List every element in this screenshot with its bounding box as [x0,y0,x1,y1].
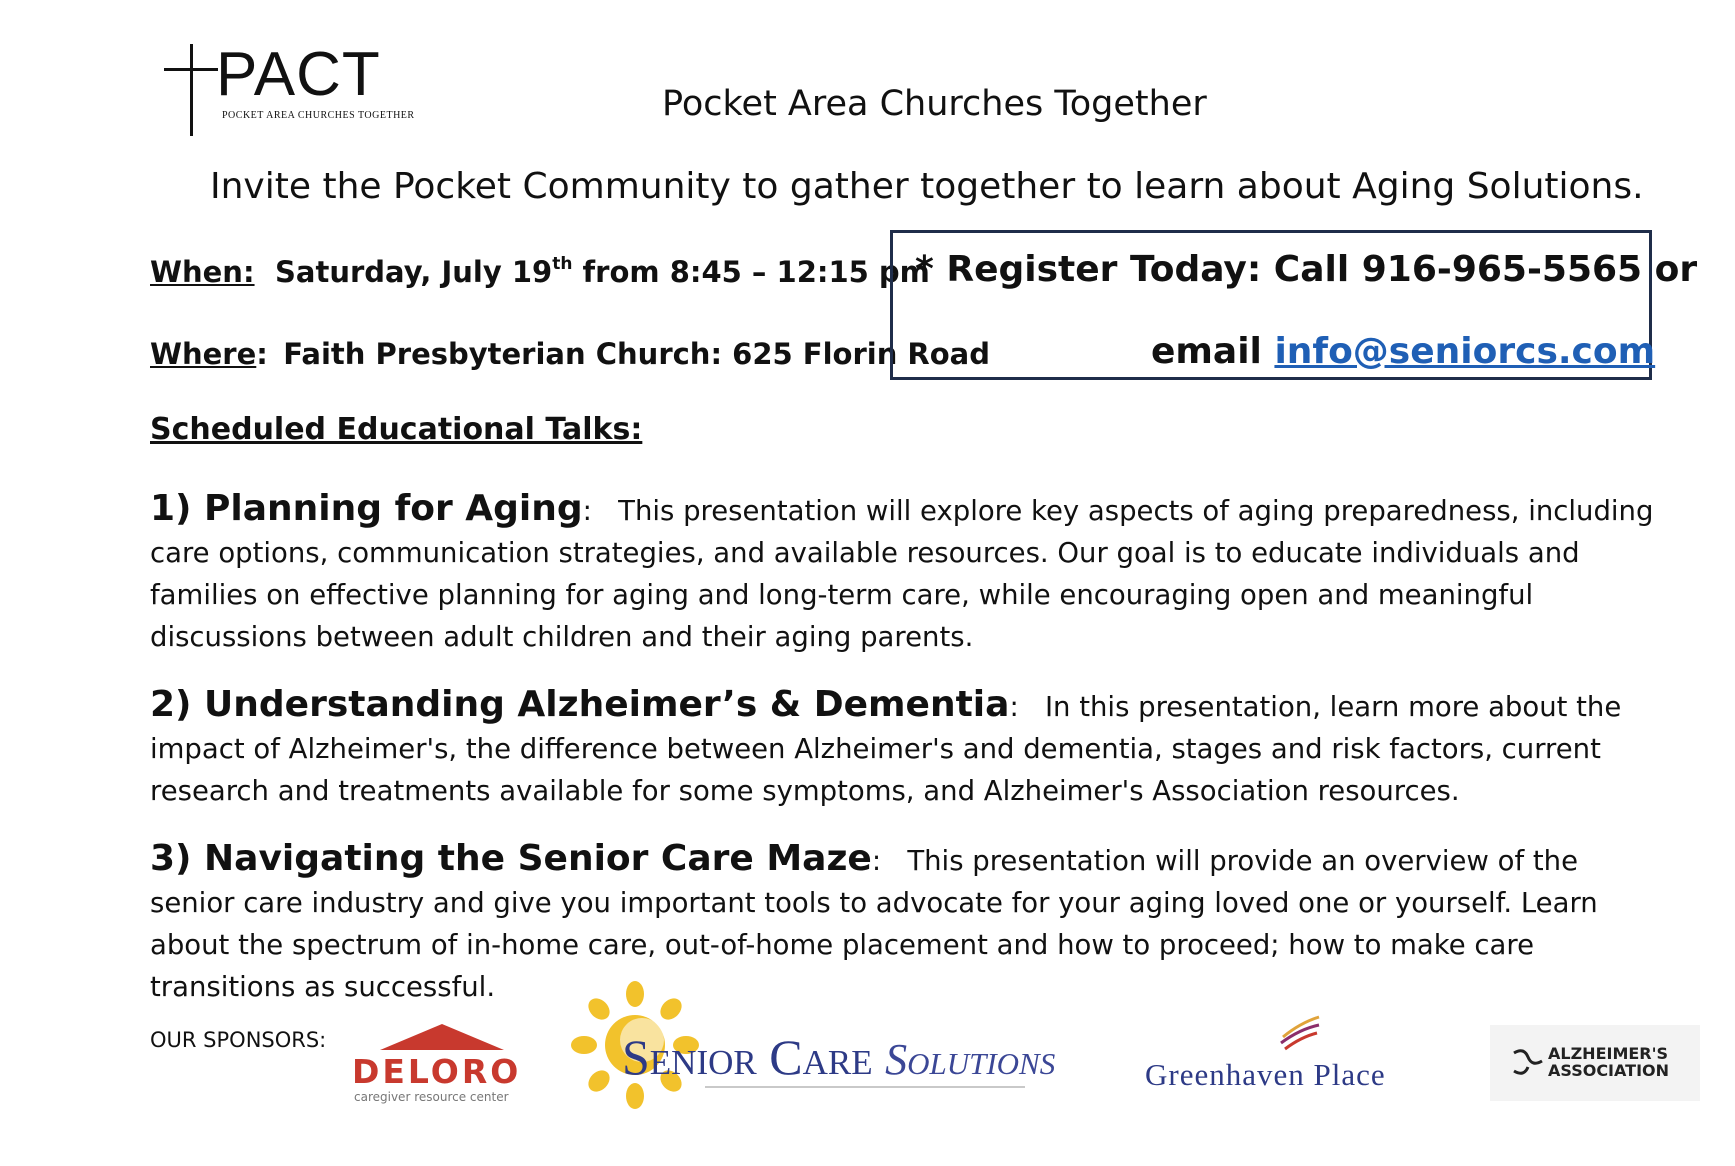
logo-subtitle: POCKET AREA CHURCHES TOGETHER [222,110,415,121]
talk-body: This presentation will explore key aspects of aging preparedness, including care options, communication strategies, and available resources. Our goal is to educate individuals and families on effective planning for aging and long-term care, while encouraging open and meaningful discussions between adult children and their aging parents. [150,495,1654,653]
talk-body: In this presentation, learn more about the impact of Alzheimer's, the difference between Alzheimer's and dementia, stages and risk factors, current research and treatments available for some symptoms, and Alzheimer's Association resources. [150,691,1622,807]
sponsors-label: OUR SPONSORS: [150,1028,327,1052]
email-link[interactable]: info@seniorcs.com [1274,331,1656,372]
invite-line: Invite the Pocket Community to gather together to learn about Aging Solutions. [210,166,1644,207]
sponsor-alzheimers-logo: ALZHEIMER'S ASSOCIATION [1490,1025,1700,1101]
cross-icon [190,44,193,136]
talk-title: 1) Planning for Aging [150,488,583,529]
alzheimers-purple-symbol-icon [1510,1047,1546,1077]
where-label: Where [150,337,257,371]
logo-word: PACT [216,40,381,109]
sponsor-deloro-logo: DELORO caregiver resource center [352,1020,532,1102]
register-box [890,230,1698,380]
greenhaven-emblem-icon [1275,1015,1325,1055]
pact-logo [160,40,430,140]
when-row [150,254,930,289]
talk-item: 2) Understanding Alzheimer’s & Dementia: In this presentation, learn more about the impact of Alzheimer's, the difference between Alzheimer's and dementia, stages and risk factors, current research and treatments available for some symptoms, and Alzheimer's Association resources. [150,684,1622,807]
where-value: Faith Presbyterian Church: 625 Florin Road [283,337,991,371]
talk-title: 3) Navigating the Senior Care Maze [150,838,872,879]
talk-title: 2) Understanding Alzheimer’s & Dementia [150,684,1010,725]
talk-item: 3) Navigating the Senior Care Maze: This presentation will provide an overview of the senior care industry and give you important tools to advocate for your aging loved one or yourself. Learn about the spectrum of in-home care, out-of-home placement and how to proceed; how to make care transitions as successful. [150,838,1598,1003]
org-name-heading: Pocket Area Churches Together [662,84,1207,124]
cross-icon-bar [164,68,218,71]
register-call-text: * Register Today: Call 916-965-5565 or [915,249,1698,290]
mountain-icon [380,1024,504,1050]
talk-body: This presentation will provide an overview of the senior care industry and give you important tools to advocate for your aging loved one or yourself. Learn about the spectrum of in-home care, out-of-home placement and how to proceed; how to make care transitions as successful. [150,845,1598,1003]
when-label: When: [150,255,255,289]
sponsor-greenhaven-logo: Greenhaven Place [1145,1015,1455,1095]
scheduled-talks-heading: Scheduled Educational Talks: [150,412,643,447]
talk-item: 1) Planning for Aging: This presentation will explore key aspects of aging preparedness, including care options, communication strategies, and available resources. Our goal is to educate individuals and families on effective planning for aging and long-term care, while encouraging open and meaningful discussions between adult children and their aging parents. [150,488,1654,653]
register-email-text: email info@seniorcs.com [1151,331,1656,372]
when-value: Saturday, July 19th from 8:45 – 12:15 pm [275,254,930,289]
where-row: Where: Faith Presbyterian Church: 625 Florin Road [150,337,991,371]
sponsor-senior-care-solutions-logo: Senior Care Solutions [570,980,1110,1100]
